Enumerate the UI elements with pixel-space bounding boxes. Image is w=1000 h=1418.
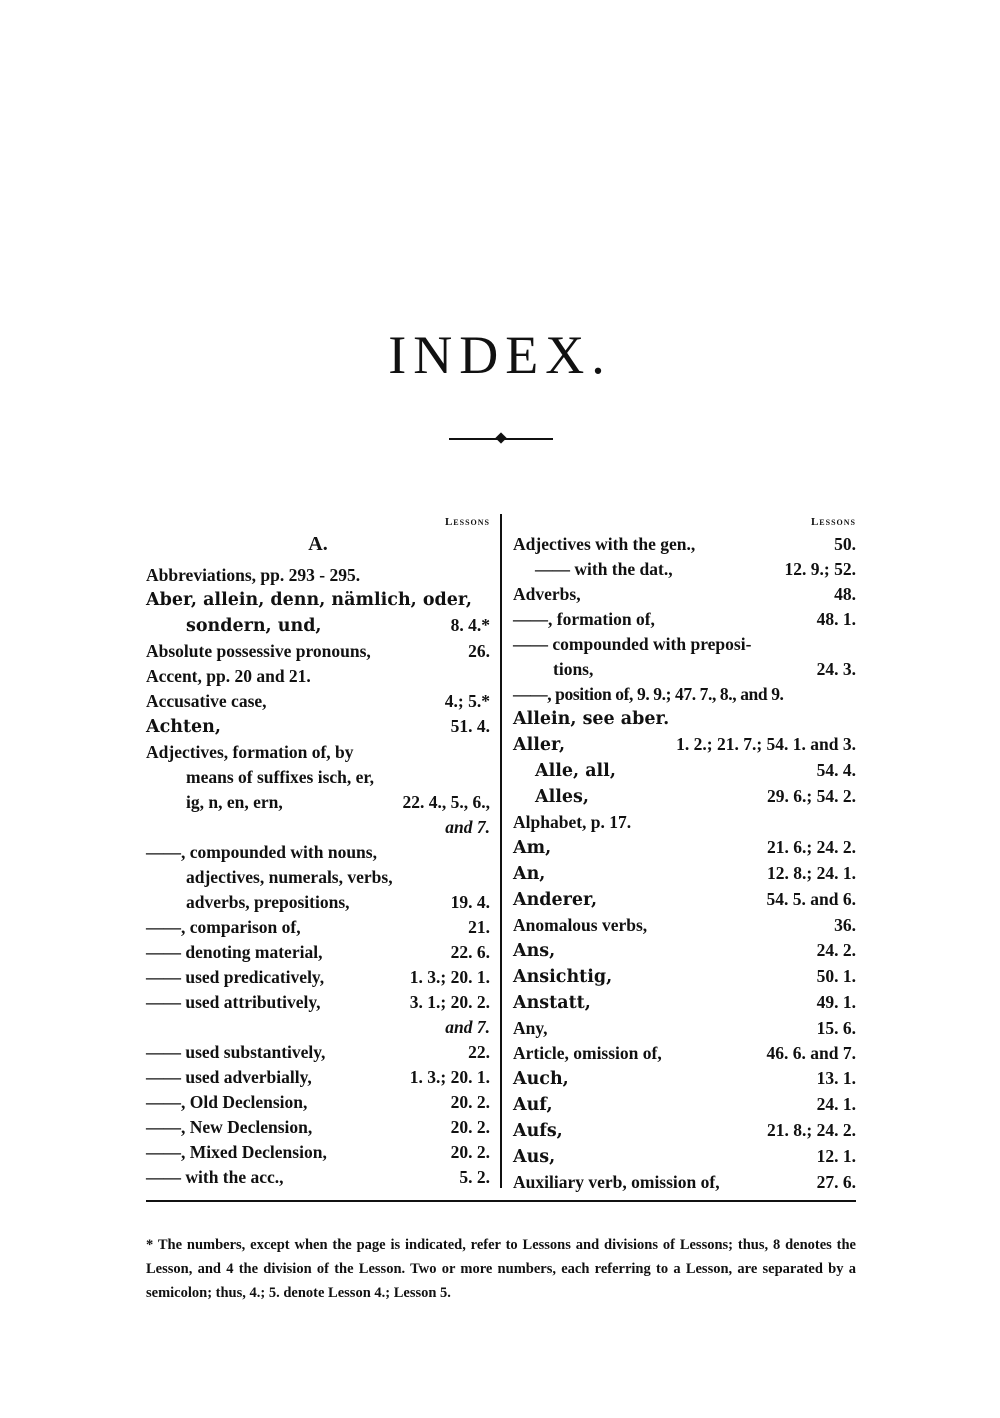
entry-term: —— compounded with preposi-: [513, 634, 752, 654]
entry-term: —— used substantively,: [146, 1042, 326, 1062]
entry-ref: 27. 6.: [816, 1172, 856, 1192]
entry-term: means of suffixes isch, er,: [186, 767, 374, 787]
page-title: INDEX.: [388, 325, 612, 385]
column-header: Lessons: [810, 516, 856, 528]
entry-term: Adverbs,: [513, 584, 581, 604]
index-entry: [146, 1065, 490, 1090]
entry-term: Accent, pp. 20 and 21.: [146, 666, 311, 686]
entry-term: Aller,: [513, 735, 566, 755]
entry-term: Anstatt,: [513, 993, 591, 1013]
index-entry: [513, 1144, 856, 1170]
index-entry: [513, 938, 856, 964]
entry-ref: 12. 8.; 24. 1.: [767, 863, 856, 883]
entry-ref: 50. 1.: [816, 966, 856, 986]
index-entry: [146, 664, 490, 689]
index-entry: [513, 887, 856, 913]
index-entry: [513, 1170, 856, 1195]
entry-term: Ans,: [513, 941, 556, 961]
entry-term: Adjectives, formation of, by: [146, 742, 354, 762]
entry-term: Article, omission of,: [513, 1043, 662, 1063]
entry-term: Anderer,: [513, 890, 598, 910]
index-entry: [146, 689, 490, 714]
entry-ref: 1. 2.; 21. 7.; 54. 1. and 3.: [676, 734, 856, 754]
index-entry: [513, 1066, 856, 1092]
entry-ref: 4.; 5.*: [444, 691, 490, 711]
index-entry: [146, 740, 490, 765]
entry-ref: 5. 2.: [459, 1167, 490, 1187]
entry-ref: 19. 4.: [450, 892, 490, 912]
entry-ref: 51. 4.: [450, 716, 490, 736]
index-column-left: [146, 512, 490, 1190]
entry-ref: 1. 3.; 20. 1.: [409, 967, 490, 987]
entry-ref: and 7.: [445, 817, 490, 837]
entry-ref: 8. 4.*: [450, 615, 490, 635]
ornament-divider: [449, 438, 553, 440]
index-entry: [513, 632, 856, 657]
entry-term: Alles,: [535, 787, 589, 807]
index-entry: [146, 965, 490, 990]
index-entry: [146, 1015, 490, 1040]
entry-ref: 20. 2.: [450, 1142, 490, 1162]
entry-term: Achten,: [146, 717, 221, 737]
entry-ref: 15. 6.: [816, 1018, 856, 1038]
entry-ref: 21. 8.; 24. 2.: [767, 1120, 856, 1140]
entry-term: ——, Mixed Declension,: [146, 1142, 327, 1162]
index-entry: [146, 1165, 490, 1190]
entry-ref: 24. 2.: [816, 940, 856, 960]
footnote-rule: [146, 1200, 856, 1202]
entry-ref: 20. 2.: [450, 1117, 490, 1137]
index-entry: [513, 1118, 856, 1144]
entry-term: Anomalous verbs,: [513, 915, 648, 935]
entry-term: ——, compounded with nouns,: [146, 842, 377, 862]
entry-ref: 24. 1.: [816, 1094, 856, 1114]
entry-ref: 54. 4.: [816, 760, 856, 780]
entry-term: Aber, allein, denn, nämlich, oder,: [146, 590, 472, 610]
entry-ref: 29. 6.; 54. 2.: [767, 786, 856, 806]
entry-term: —— with the acc.,: [146, 1167, 284, 1187]
index-entry: [146, 990, 490, 1015]
entry-ref: 21. 6.; 24. 2.: [767, 837, 856, 857]
footnote: * The numbers, except when the page is indicated, refer to Lessons and divisions of Lessons; thus, 8 denotes the Lesson, and 4 the division of the Lesson. Two or more numbers, each referring to a Lesson, are separated by a semicolon; thus, 4.; 5. denote Lesson 4.; Lesson 5.: [146, 1236, 856, 1301]
index-entry: [146, 714, 490, 740]
entry-term: Allein, see aber.: [513, 709, 670, 729]
entry-term: Am,: [513, 838, 552, 858]
entry-ref: 12. 1.: [816, 1146, 856, 1166]
entry-term: sondern, und,: [186, 616, 322, 636]
index-entry: [146, 915, 490, 940]
entry-ref: 49. 1.: [816, 992, 856, 1012]
entry-ref: 26.: [468, 641, 490, 661]
entry-ref: 13. 1.: [816, 1068, 856, 1088]
entry-ref: 24. 3.: [816, 659, 856, 679]
entry-term: —— used predicatively,: [146, 967, 325, 987]
index-entry: [513, 732, 856, 758]
index-entry: [146, 588, 490, 613]
entry-ref: 20. 2.: [450, 1092, 490, 1112]
entry-term: Any,: [513, 1018, 548, 1038]
index-entry: [513, 913, 856, 938]
index-entry: [513, 810, 856, 835]
index-entry: [513, 1016, 856, 1041]
entry-term: Auf,: [513, 1095, 553, 1115]
entry-ref: and 7.: [445, 1017, 490, 1037]
entry-term: Alphabet, p. 17.: [513, 812, 632, 832]
index-entry: [513, 582, 856, 607]
entry-term: Aufs,: [513, 1121, 563, 1141]
entry-term: adverbs, prepositions,: [186, 892, 350, 912]
index-entry: [513, 707, 856, 732]
index-column-right: [513, 512, 856, 1195]
column-header: Lessons: [444, 516, 490, 528]
index-entry: [513, 835, 856, 861]
index-entry: [513, 557, 856, 582]
index-entry: [513, 758, 856, 784]
index-entry: [513, 861, 856, 887]
index-entry: [146, 639, 490, 664]
index-entry: [146, 940, 490, 965]
entry-ref: 48. 1.: [816, 609, 856, 629]
index-entry: [513, 1041, 856, 1066]
entry-term: Ansichtig,: [513, 967, 613, 987]
entry-term: —— with the dat.,: [535, 559, 673, 579]
index-entry: [513, 1092, 856, 1118]
entry-ref: 22. 4., 5., 6.,: [402, 792, 490, 812]
index-entry: [146, 840, 490, 865]
diamond-ornament-icon: [495, 432, 506, 443]
entry-ref: 1. 3.; 20. 1.: [409, 1067, 490, 1087]
entry-ref: 54. 5. and 6.: [766, 889, 856, 909]
entry-term: Auxiliary verb, omission of,: [513, 1172, 720, 1192]
entry-ref: 3. 1.; 20. 2.: [409, 992, 490, 1012]
index-entry: [146, 1140, 490, 1165]
index-entry: [146, 815, 490, 840]
entry-term: ——, formation of,: [513, 609, 655, 629]
entry-ref: 12. 9.; 52.: [784, 559, 856, 579]
entry-term: ——, Old Declension,: [146, 1092, 308, 1112]
entry-ref: 36.: [834, 915, 856, 935]
entry-term: An,: [513, 864, 546, 884]
index-entry: [146, 1090, 490, 1115]
index-entry: [146, 1115, 490, 1140]
index-entry: [513, 682, 856, 707]
index-entry: [513, 657, 856, 682]
entry-term: Accusative case,: [146, 691, 267, 711]
index-entry: [513, 532, 856, 557]
index-entry: [146, 765, 490, 790]
entry-term: ——, New Declension,: [146, 1117, 313, 1137]
entry-ref: 21.: [468, 917, 490, 937]
entry-term: ig, n, en, ern,: [186, 792, 283, 812]
entry-term: adjectives, numerals, verbs,: [186, 867, 393, 887]
entry-term: tions,: [553, 659, 594, 679]
entry-ref: 22. 6.: [450, 942, 490, 962]
index-entry: [146, 790, 490, 815]
entry-term: —— used attributively,: [146, 992, 321, 1012]
entry-term: ——, comparison of,: [146, 917, 301, 937]
entry-term: Aus,: [513, 1147, 556, 1167]
index-entry: [146, 613, 490, 639]
index-entry: [513, 964, 856, 990]
index-entry: [513, 607, 856, 632]
entry-term: —— used adverbially,: [146, 1067, 312, 1087]
index-entry: [146, 563, 490, 588]
index-entry: [146, 865, 490, 890]
index-entry: [513, 990, 856, 1016]
entry-ref: 50.: [834, 534, 856, 554]
entry-term: Absolute possessive pronouns,: [146, 641, 371, 661]
entry-ref: 48.: [834, 584, 856, 604]
entry-term: Abbreviations, pp. 293 - 295.: [146, 565, 361, 585]
entry-term: —— denoting material,: [146, 942, 323, 962]
entry-ref: 22.: [468, 1042, 490, 1062]
index-entry: [146, 890, 490, 915]
section-letter: A.: [308, 533, 328, 555]
entry-term: Auch,: [513, 1069, 569, 1089]
entry-term: ——, position of, 9. 9.; 47. 7., 8., and 9.: [513, 684, 784, 704]
entry-ref: 46. 6. and 7.: [766, 1043, 856, 1063]
entry-term: Alle, all,: [535, 761, 616, 781]
index-entry: [513, 784, 856, 810]
entry-term: Adjectives with the gen.,: [513, 534, 696, 554]
column-divider: [500, 514, 502, 1188]
index-entry: [146, 1040, 490, 1065]
